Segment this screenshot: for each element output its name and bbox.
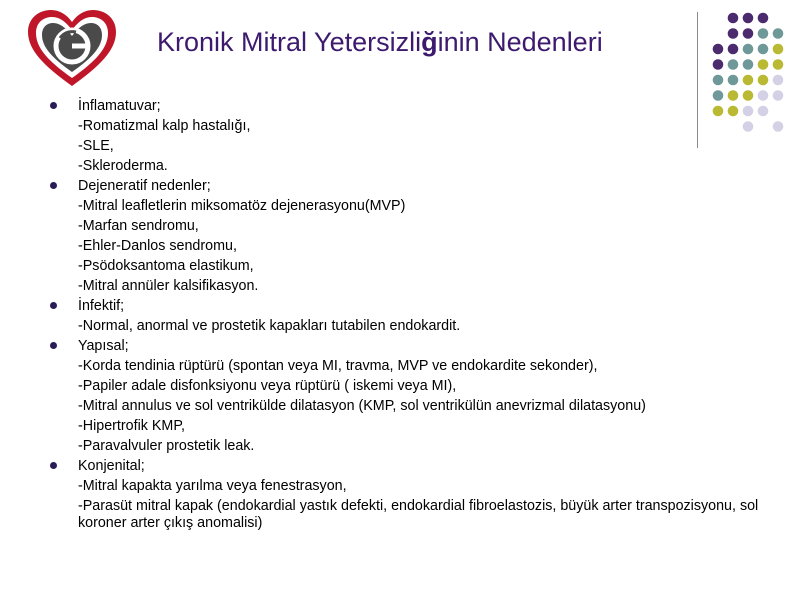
heart-logo-icon	[26, 8, 118, 90]
list-item: -Papiler adale disfonksiyonu veya rüptürü ( iskemi veya MI),	[78, 378, 457, 394]
list-item: -Marfan sendromu,	[78, 218, 199, 234]
list-item: -Mitral annulus ve sol ventrikülde dilatasyon (KMP, sol ventrikülün anevrizmal dilatasyonu)	[78, 398, 646, 414]
bullet-icon	[50, 462, 57, 469]
list-item: -Skleroderma.	[78, 158, 168, 174]
decorative-dot	[728, 13, 739, 24]
section-heading	[50, 96, 780, 116]
decorative-dot	[773, 59, 784, 70]
list-item: -Psödoksantoma elastikum,	[78, 258, 254, 274]
decorative-dot	[728, 59, 739, 70]
list-item: -Normal, anormal ve prostetik kapakları tutabilen endokardit.	[78, 318, 461, 334]
section-heading-text: İnfektif;	[78, 298, 125, 314]
section-heading	[50, 456, 780, 476]
decorative-dot	[743, 44, 754, 55]
decorative-dot	[773, 75, 784, 86]
section-heading-text: Dejeneratif nedenler;	[78, 178, 211, 194]
list-item: -Ehler-Danlos sendromu,	[78, 238, 237, 254]
decorative-dot	[728, 28, 739, 39]
decorative-dot	[758, 44, 769, 55]
bullet-icon	[50, 102, 57, 109]
decorative-dot	[713, 59, 724, 70]
list-item: -Parasüt mitral kapak (endokardial yastık defekti, endokardial fibroelastozis, büyük arter transpozisyonu, sol koroner arter çıkış anomalisi)	[78, 498, 759, 531]
decorative-dot	[773, 28, 784, 39]
section-heading-text: Konjenital;	[78, 458, 145, 474]
section-heading	[50, 176, 780, 196]
list-item: -Hipertrofik KMP,	[78, 418, 185, 434]
decorative-dot	[773, 44, 784, 55]
list-item: -Mitral annüler kalsifikasyon.	[78, 278, 259, 294]
cause-list	[50, 96, 780, 532]
decorative-dot	[728, 75, 739, 86]
decorative-dot	[758, 59, 769, 70]
list-item: -Romatizmal kalp hastalığı,	[78, 118, 251, 134]
decorative-dot	[743, 13, 754, 24]
decorative-dot	[728, 44, 739, 55]
decorative-dot	[743, 59, 754, 70]
decorative-dot	[713, 75, 724, 86]
section-heading-text: İnflamatuvar;	[78, 98, 161, 114]
decorative-dot	[743, 75, 754, 86]
list-item: -SLE,	[78, 138, 114, 154]
section-heading	[50, 296, 780, 316]
bullet-icon	[50, 342, 57, 349]
bullet-icon	[50, 182, 57, 189]
list-item: -Korda tendinia rüptürü (spontan veya MI, travma, MVP ve endokardite sekonder),	[78, 358, 598, 374]
decorative-dot	[758, 28, 769, 39]
decorative-dot	[713, 44, 724, 55]
decorative-dot	[743, 28, 754, 39]
list-item: -Paravalvuler prostetik leak.	[78, 438, 255, 454]
list-item: -Mitral kapakta yarılma veya fenestrasyon,	[78, 478, 347, 494]
decorative-dot	[758, 13, 769, 24]
decorative-dot	[758, 75, 769, 86]
list-item: -Mitral leafletlerin miksomatöz dejenerasyonu(MVP)	[78, 198, 406, 214]
section-heading-text: Yapısal;	[78, 338, 129, 354]
bullet-icon	[50, 302, 57, 309]
page-title: Kronik Mitral Yetersizliğinin Nedenleri	[157, 27, 603, 57]
section-heading	[50, 336, 780, 356]
